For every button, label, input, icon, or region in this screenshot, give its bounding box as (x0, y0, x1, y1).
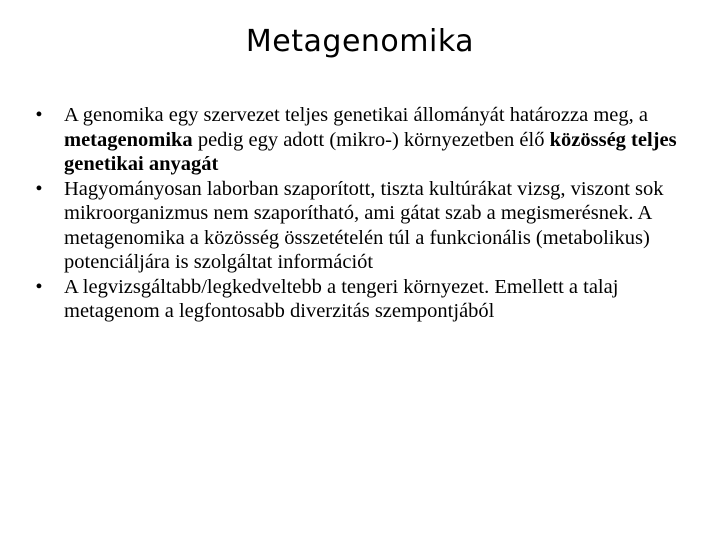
bullet-icon: • (35, 104, 43, 126)
bullet-text-part: pedig egy adott (mikro-) környezetben élő (192, 128, 550, 151)
bullet-item-cultures (30, 177, 690, 275)
bullet-icon: • (35, 275, 43, 298)
bullet-list (30, 103, 690, 324)
slide-title: Metagenomika (245, 24, 475, 59)
bullet-icon: • (35, 177, 43, 200)
bullet-bold-term: közösség teljes genetikai anyagát (64, 128, 677, 175)
bullet-text: Hagyományosan laborban szaporított, tiszta kultúrákat vizsg, viszont sok mikroorganizmus nem szaporítható, ami gátat szab a megismerésnek. A metagenomika a közösség összetételén túl a funkcionális (metabolikus) potenciáljára is szolgáltat információt (64, 177, 664, 273)
bullet-bold-term: metagenomika (64, 128, 193, 151)
bullet-item-marine (30, 275, 690, 324)
bullet-text: A legvizsgáltabb/legkedveltebb a tengeri környezet. Emellett a talaj metagenom a legfontosabb diverzitás szempontjából (64, 275, 619, 322)
bullet-text-part: A genomika egy szervezet teljes genetikai állományát határozza meg, a (64, 104, 648, 126)
bullet-item-genomics (30, 103, 690, 177)
